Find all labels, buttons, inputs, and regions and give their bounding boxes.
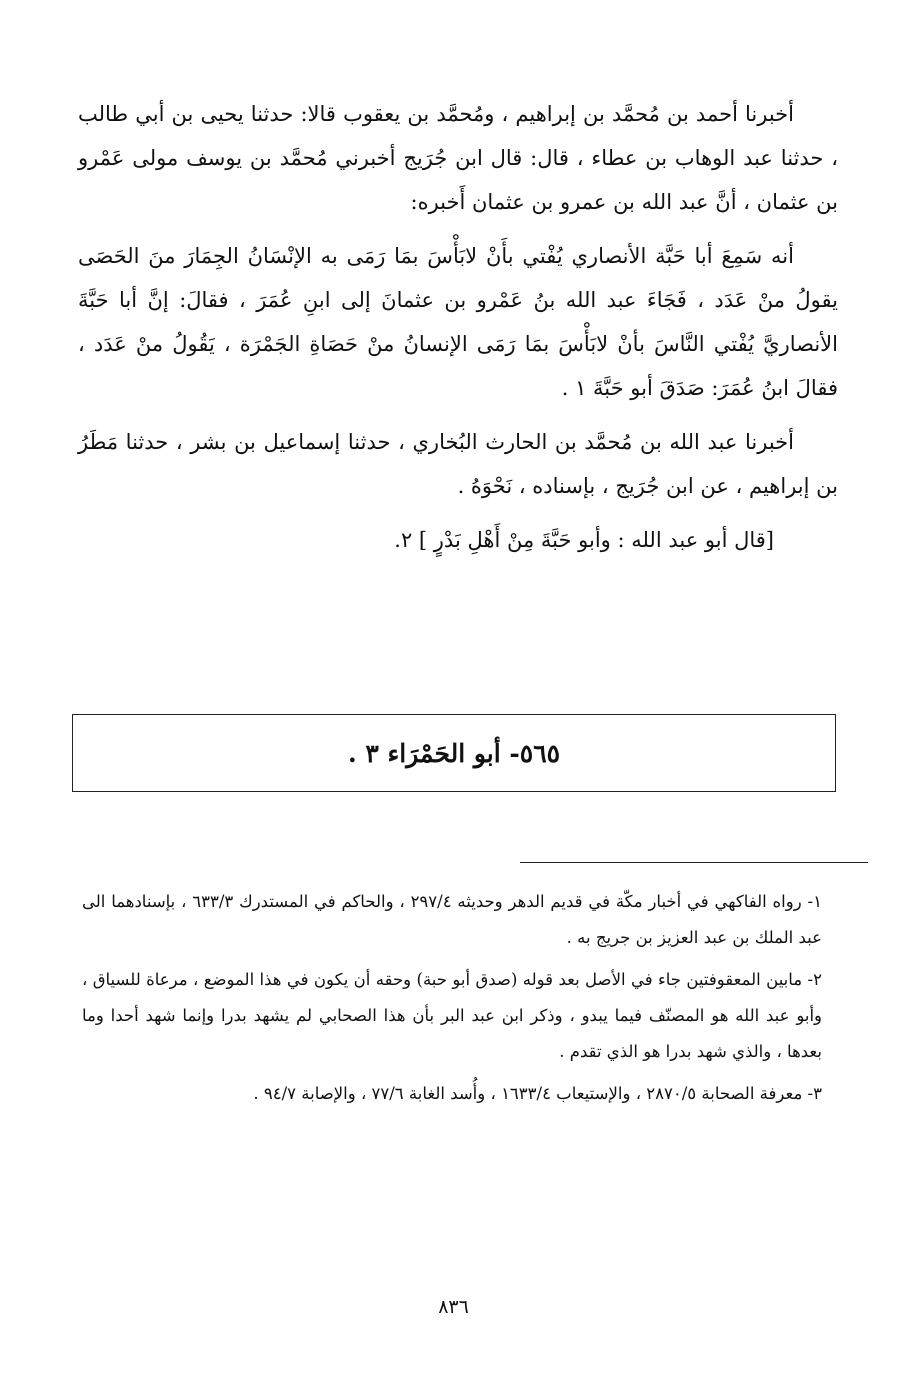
chapter-heading-box — [72, 714, 836, 792]
bracketed-note: [قال أبو عبد الله : وأبو حَبَّةَ مِنْ أَهْلِ بَدْرٍ ] ٢. — [394, 528, 774, 552]
footnote-separator — [520, 862, 868, 863]
paragraph-isnad-2: أخبرنا عبد الله بن مُحمَّد بن الحارث البُخاري ، حدثنا إسماعيل بن بشر ، حدثنا مَطَرُ بن إبراهيم ، عن ابن جُرَيج ، بإسناده ، نَحْوَهُ . — [78, 430, 838, 498]
footnote-3: ٣- معرفة الصحابة ٢٨٧٠/٥ ، والإستيعاب ١٦٣٣/٤ ، وأُسد الغابة ٧٧/٦ ، والإصابة ٩٤/٧ . — [253, 1084, 822, 1103]
footnotes — [82, 884, 822, 1118]
footnote-2: ٢- مابين المعقوفتين جاء في الأصل بعد قوله (صدق أبو حبة) وحقه أن يكون في هذا الموضع ، مرعاة للسياق ، وأبو عبد الله هو المصنّف فيما يبدو ، وذكر ابن عبد البر بأن هذا الصحابي لم يشهد بدرا وإنما شهد أحدا وما بعدها ، والذي شهد بدرا هو الذي تقدم . — [82, 970, 822, 1061]
paragraph-hadith: أنه سَمِعَ أبا حَبَّة الأنصاري يُفْتي بأَنْ لابَأْسَ بمَا رَمَى به الإنْسَانُ الجِمَارَ منَ الحَصَى يقولُ منْ عَدَد ، فَجَاءَ عبد الله بنُ عَمْرو بن عثمانَ إلى ابنِ عُمَرَ ، فقالَ: إنَّ أبا حَبَّةَ الأنصاريَّ يُفْتي النَّاسَ بأنْ لابَأْسَ بمَا رَمَى الإنسانُ منْ حَصَاةِ الجَمْرَة ، يَقُولُ منْ عَدَد ، فقالَ ابنُ عُمَرَ: صَدَقَ أبو حَبَّةَ ١ . — [78, 244, 838, 400]
footnote-1: ١- رواه الفاكهي في أخبار مكّة في قديم الدهر وحديثه ٢٩٧/٤ ، والحاكم في المستدرك ٦٣٣/٣ ، بإسنادهما الى عبد الملك بن عبد العزيز بن جريج به . — [82, 892, 822, 947]
main-text — [78, 92, 838, 572]
paragraph-isnad-1: أخبرنا أحمد بن مُحمَّد بن إبراهيم ، ومُحمَّد بن يعقوب قالا: حدثنا يحيى بن أبي طالب ، حدثنا عبد الوهاب بن عطاء ، قال: قال ابن جُرَيج أخبرني مُحمَّد بن يوسف مولى عَمْرو بن عثمان ، أنَّ عبد الله بن عمرو بن عثمان أَخبره: — [78, 102, 838, 214]
page-number: ٨٣٦ — [438, 1296, 469, 1318]
chapter-heading: ٥٦٥- أبو الحَمْرَاء ٣ . — [347, 738, 561, 768]
